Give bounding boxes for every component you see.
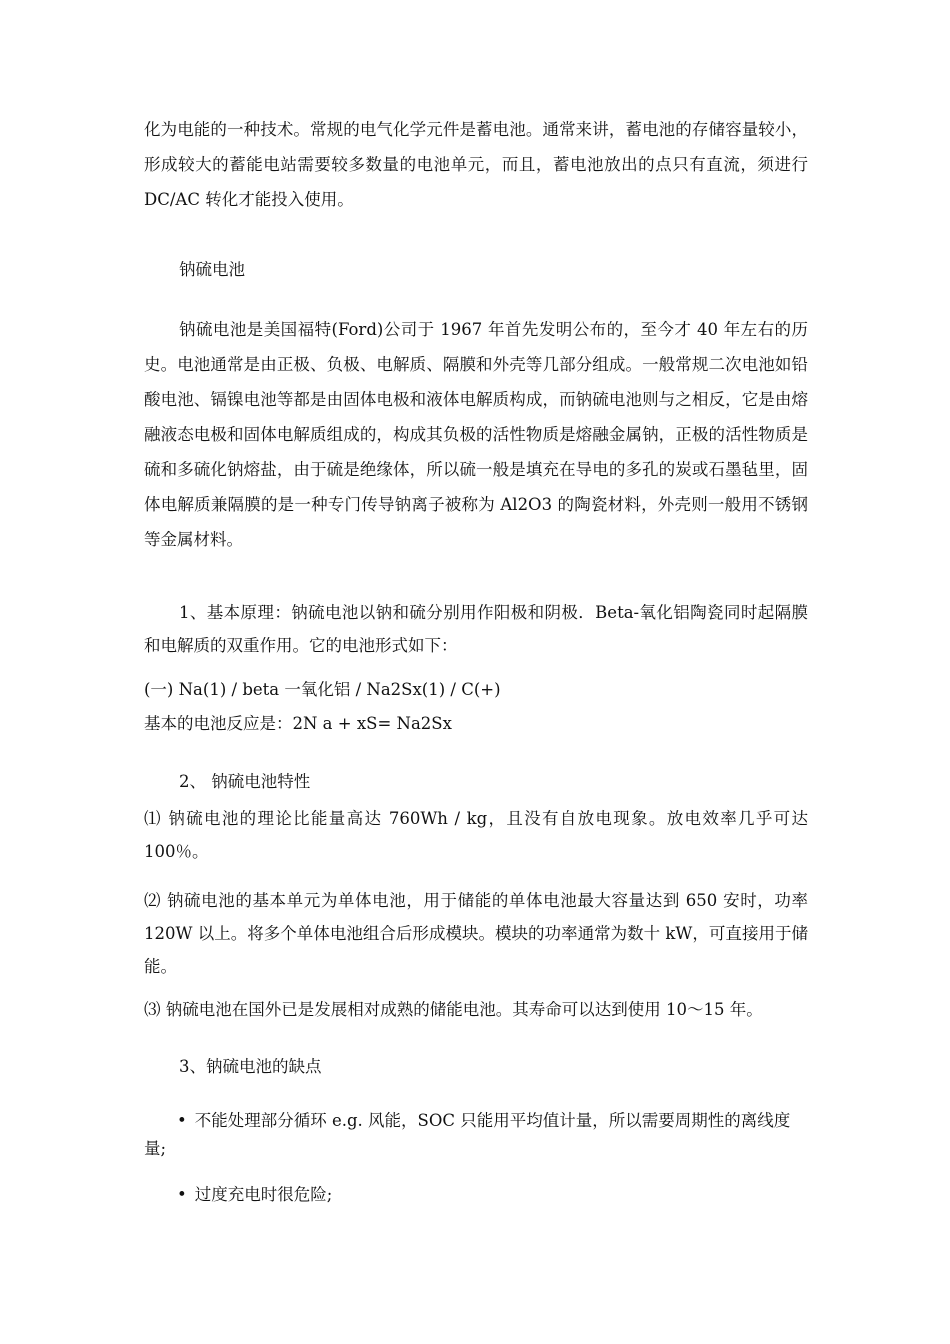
drawback-text: 不能处理部分循环 e.g. 风能，SOC 只能用平均值计量，所以需要周期性的离线度量; (144, 1111, 791, 1158)
drawbacks-heading: 3、钠硫电池的缺点 (179, 1057, 322, 1076)
principle-paragraph: 1、基本原理：钠硫电池以钠和硫分别用作阳极和阴极．Beta-氧化铝陶瓷同时起隔膜和电解质的双重作用。它的电池形式如下： (144, 603, 808, 655)
characteristics-heading: 2、 钠硫电池特性 (179, 772, 311, 791)
drawback-item (144, 1181, 808, 1209)
characteristic-item: ⑵ 钠硫电池的基本单元为单体电池，用于储能的单体电池最大容量达到 650 安时，功率 120W 以上。将多个单体电池组合后形成模块。模块的功率通常为数十 kW，可直接用于储能。 (144, 891, 808, 976)
intro-paragraph: 化为电能的一种技术。常规的电气化学元件是蓄电池。通常来讲，蓄电池的存储容量较小，形成较大的蓄能电站需要较多数量的电池单元，而且，蓄电池放出的点只有直流，须进行 DC/AC 转化才能投入使用。 (144, 120, 808, 209)
bullet-icon: • (177, 1185, 187, 1204)
bullet-icon: • (177, 1111, 187, 1130)
section-heading-sodium-sulfur: 钠硫电池 (179, 260, 245, 279)
cell-formula: (一) Na(1) / beta 一氧化铝 / Na2Sx(1) / C(+) (144, 680, 501, 699)
characteristic-item: ⑴ 钠硫电池的理论比能量高达 760Wh / kg，且没有自放电现象。放电效率几乎可达 100％。 (144, 809, 808, 861)
characteristic-item: ⑶ 钠硫电池在国外已是发展相对成熟的储能电池。其寿命可以达到使用 10～15 年。 (144, 1000, 763, 1019)
sodium-sulfur-paragraph: 钠硫电池是美国福特(Ford)公司于 1967 年首先发明公布的，至今才 40 年左右的历史。电池通常是由正极、负极、电解质、隔膜和外壳等几部分组成。一般常规二次电池如铅酸电池、镉镍电池等都是由固体电极和液体电解质构成，而钠硫电池则与之相反，它是由熔融液态电极和固体电解质组成的，构成其负极的活性物质是熔融金属钠，正极的活性物质是硫和多硫化钠熔盐，由于硫是绝缘体，所以硫一般是填充在导电的多孔的炭或石墨毡里，固体电解质兼隔膜的是一种专门传导钠离子被称为 Al2O3 的陶瓷材料，外壳则一般用不锈钢等金属材料。 (144, 320, 808, 549)
cell-reaction: 基本的电池反应是：2N a + xS= Na2Sx (144, 714, 452, 733)
drawback-text: 过度充电时很危险; (194, 1185, 333, 1204)
drawback-item (144, 1107, 808, 1163)
